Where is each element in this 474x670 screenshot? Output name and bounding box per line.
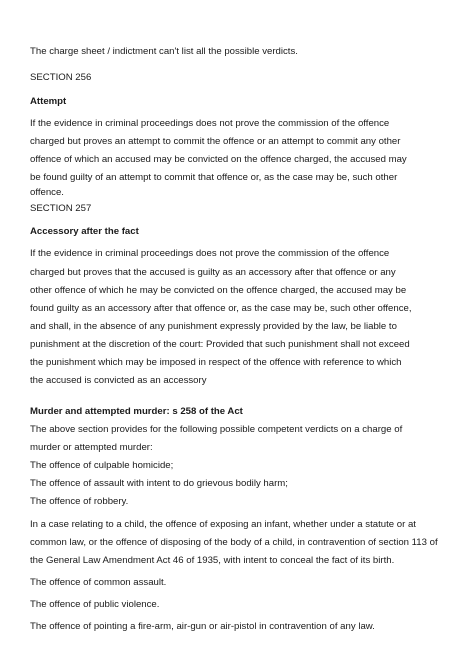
- list-item: The offence of robbery.: [30, 496, 129, 507]
- list-item: The offence of pointing a fire-arm, air-gun or air-pistol in contravention of any law.: [30, 621, 375, 632]
- text-line: The charge sheet / indictment can't list all the possible verdicts.: [30, 46, 298, 57]
- text-line: common law, or the offence of disposing of the body of a child, in contravention of section 113 of: [30, 537, 438, 548]
- text-line: other offence of which he may be convicted on the offence charged, the accused may be: [30, 285, 407, 296]
- text-line: offence of which an accused may be convicted on the offence charged, the accused may: [30, 154, 407, 165]
- text-line: the General Law Amendment Act 46 of 1935, with intent to conceal the fact of its birth.: [30, 555, 395, 566]
- text-line: If the evidence in criminal proceedings does not prove the commission of the offence: [30, 248, 390, 259]
- text-line: the punishment which may be imposed in respect of the offence with reference to which: [30, 357, 402, 368]
- text-line: be found guilty of an attempt to commit that offence or, as the case may be, such other: [30, 172, 398, 183]
- subsection-heading: Attempt: [30, 96, 67, 107]
- text-line: In a case relating to a child, the offence of exposing an infant, whether under a statute or at: [30, 519, 416, 530]
- text-line: punishment at the discretion of the court: Provided that such punishment shall not exceed: [30, 339, 410, 350]
- list-item: The offence of culpable homicide;: [30, 460, 174, 471]
- section-heading: SECTION 256: [30, 72, 92, 83]
- section-heading: SECTION 257: [30, 203, 92, 214]
- subsection-heading: Murder and attempted murder: s 258 of the Act: [30, 406, 243, 417]
- text-line: offence.: [30, 187, 64, 198]
- list-item: The offence of common assault.: [30, 577, 167, 588]
- text-line: charged but proves an attempt to commit the offence or an attempt to commit any other: [30, 136, 401, 147]
- list-item: The offence of assault with intent to do grievous bodily harm;: [30, 478, 288, 489]
- subsection-heading: Accessory after the fact: [30, 226, 139, 237]
- list-item: The offence of public violence.: [30, 599, 160, 610]
- text-line: found guilty as an accessory after that offence or, as the case may be, such other offence,: [30, 303, 412, 314]
- text-line: and shall, in the absence of any punishment expressly provided by the law, be liable to: [30, 321, 397, 332]
- text-line: murder or attempted murder:: [30, 442, 153, 453]
- document-page: [30, 0, 450, 670]
- text-line: the accused is convicted as an accessory: [30, 375, 207, 386]
- text-line: charged but proves that the accused is guilty as an accessory after that offence or any: [30, 267, 396, 278]
- text-line: The above section provides for the following possible competent verdicts on a charge of: [30, 424, 403, 435]
- text-line: If the evidence in criminal proceedings does not prove the commission of the offence: [30, 118, 390, 129]
